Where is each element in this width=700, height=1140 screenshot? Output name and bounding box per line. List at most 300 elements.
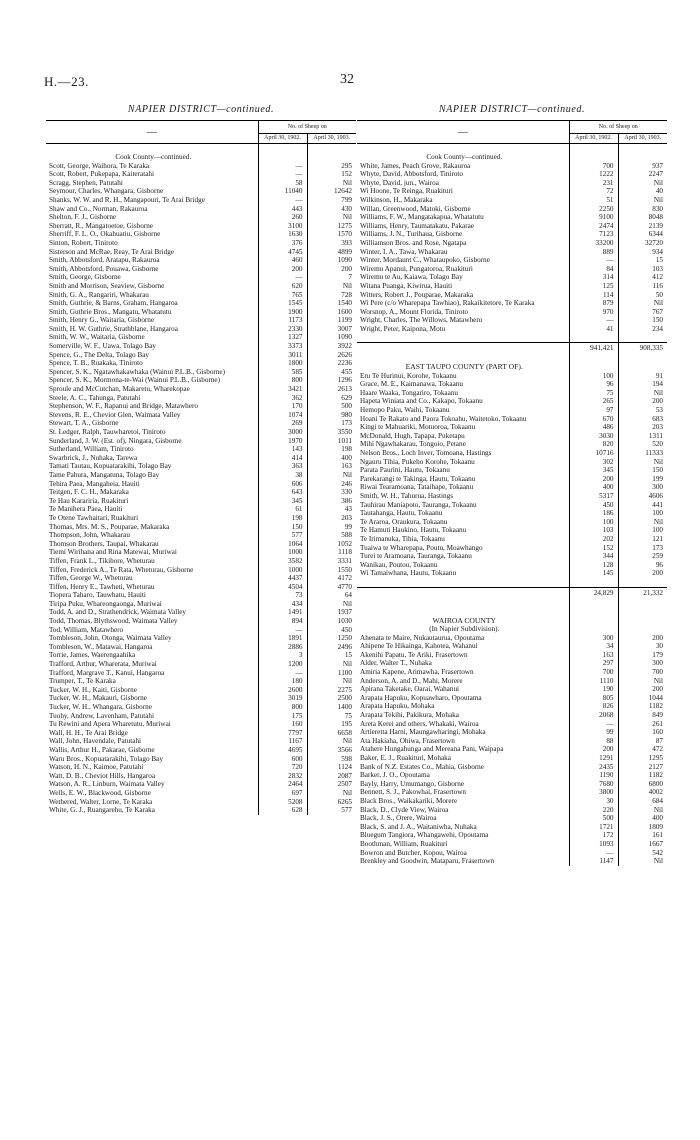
- sheep-1903-cell: 150: [618, 316, 667, 325]
- sheep-1903-cell: [618, 617, 667, 626]
- owner-cell: Hemopo Paku, Waihi, Tokaanu: [360, 406, 450, 415]
- owner-cell: [357, 587, 569, 598]
- table-row: [46, 428, 356, 437]
- sheep-1902-cell: 5208: [258, 798, 307, 807]
- sheep-1902-cell: 231: [569, 179, 618, 188]
- sheep-1903-cell: [618, 625, 667, 634]
- sheep-1903-cell: 3331: [307, 557, 356, 566]
- owner-cell: Black Bros., Waikakariki, Morere: [360, 796, 458, 805]
- owner-cell: Tucker, W. H., Kaiti, Gisborne: [49, 685, 137, 694]
- sheep-1903-cell: 173: [307, 419, 356, 428]
- table-row: [357, 372, 667, 381]
- sheep-1903-cell: 3550: [307, 428, 356, 437]
- table-row: [357, 737, 667, 746]
- sheep-1903-cell: 1540: [307, 299, 356, 308]
- sheep-1903-cell: Nil: [307, 789, 356, 798]
- owner-cell: Somerville, W. F., Uawa, Tolago Bay: [49, 342, 156, 351]
- sheep-1902-cell: 1721: [569, 823, 618, 832]
- table-row: [46, 780, 356, 789]
- sheep-1903-cell: 21,332: [618, 587, 667, 598]
- owner-cell: Steele, A. C., Tahunga, Patutahi: [49, 393, 141, 402]
- table-row: [46, 789, 356, 798]
- table-row: [357, 831, 667, 840]
- sheep-1903-cell: 1124: [307, 763, 356, 772]
- table-row: [357, 466, 667, 475]
- sheep-1902-cell: 697: [258, 789, 307, 798]
- sheep-1902-cell: 2474: [569, 222, 618, 231]
- owner-cell: Trafford, Margrave T., Kanui, Hangaroa: [49, 668, 165, 677]
- sheep-1903-cell: 629: [307, 394, 356, 403]
- sheep-1902-cell: 362: [258, 394, 307, 403]
- sheep-1903-cell: 200: [307, 265, 356, 274]
- sheep-1903-cell: 200: [618, 569, 667, 578]
- owner-cell: Spence, G., The Delta, Tolago Bay: [49, 350, 150, 359]
- sheep-1903-cell: 1937: [307, 608, 356, 617]
- sheep-1902-cell: [569, 608, 618, 617]
- table-row: [357, 316, 667, 325]
- sheep-1902-cell: 1491: [258, 608, 307, 617]
- sheep-1902-cell: 2600: [258, 686, 307, 695]
- sheep-1903-cell: Nil: [307, 600, 356, 609]
- table-row: [46, 694, 356, 703]
- right-1903-header: April 30, 1903.: [618, 134, 667, 144]
- sheep-1902-cell: 2330: [258, 325, 307, 334]
- sheep-1902-cell: 84: [569, 265, 618, 274]
- sheep-1903-cell: 1250: [307, 634, 356, 643]
- sheep-1902-cell: 606: [258, 480, 307, 489]
- table-row: [46, 333, 356, 342]
- sheep-1903-cell: [618, 599, 667, 608]
- table-row: [357, 492, 667, 501]
- owner-cell: Grace, M. E., Kaimanawa, Tokaanu: [360, 380, 463, 389]
- sheep-1903-cell: 300: [618, 483, 667, 492]
- table-row: [357, 849, 667, 858]
- table-row: [46, 187, 356, 196]
- owner-cell: Todd, A. and D., Strathendrick, Waimata Valley: [49, 608, 186, 617]
- table-row: [357, 397, 667, 406]
- sheep-1903-cell: [307, 144, 356, 154]
- sheep-1903-cell: 2500: [307, 694, 356, 703]
- sheep-1903-cell: 4770: [307, 583, 356, 592]
- owner-cell: McDonald, Hugh, Tapapa, Puketapu: [360, 431, 465, 440]
- owner-cell: Amiria Kapene, Arimawha, Frasertown: [360, 668, 474, 677]
- table-row: [357, 449, 667, 458]
- sheep-1903-cell: 386: [307, 497, 356, 506]
- owner-cell: Bayly, Harry, Umumango, Gisborne: [360, 779, 465, 788]
- owner-cell: Hoani Te Rakato and Paora Tokoahu, Waitetoko, Tokaanu: [360, 414, 527, 423]
- sheep-1902-cell: 297: [569, 659, 618, 668]
- table-row: [46, 282, 356, 291]
- sheep-1903-cell: 99: [307, 523, 356, 532]
- sheep-1902-cell: 24,829: [569, 587, 618, 598]
- table-row: [46, 591, 356, 600]
- table-row: [46, 325, 356, 334]
- sheep-1902-cell: 5317: [569, 492, 618, 501]
- owner-cell: Tucker, W. H., Whangara, Gisborne: [49, 703, 152, 711]
- left-sheep-table: [46, 120, 356, 815]
- sheep-1903-cell: 161: [618, 831, 667, 840]
- sheep-1902-cell: 265: [569, 397, 618, 406]
- owner-cell: Smith, Guthrie Bros., Mangatu, Whatatutu: [49, 307, 172, 316]
- table-row: [357, 526, 667, 535]
- owner-cell: Stephenson, W. F., Rapanui and Bridge, Matawhero: [49, 402, 198, 411]
- sheep-1903-cell: 198: [307, 445, 356, 454]
- owner-cell: Wi Tamaiwhana, Hautu, Tokaanu: [360, 569, 457, 578]
- sheep-1903-cell: 1011: [307, 437, 356, 446]
- sheep-1902-cell: 38: [258, 471, 307, 480]
- sheep-1902-cell: 805: [569, 694, 618, 703]
- owner-cell: Smith, Abbotsford, Pouawa, Gisborne: [49, 264, 159, 273]
- sheep-1902-cell: 3800: [569, 788, 618, 797]
- sheep-1902-cell: 600: [258, 755, 307, 764]
- sheep-1903-cell: 1295: [618, 754, 667, 763]
- table-row: [46, 291, 356, 300]
- owner-cell: Stewart, T. A., Gisborne: [49, 419, 119, 428]
- county-heading-row: [357, 153, 667, 162]
- sheep-1903-cell: [618, 363, 667, 372]
- sheep-1903-cell: 6265: [307, 798, 356, 807]
- table-row: [46, 471, 356, 480]
- owner-cell: Winter, I. A., Tawa, Whakarau: [360, 247, 448, 256]
- sheep-1902-cell: [258, 144, 307, 154]
- sheep-1903-cell: 195: [307, 720, 356, 729]
- sheep-1903-cell: 330: [307, 488, 356, 497]
- sheep-1903-cell: [618, 578, 667, 588]
- sheep-1902-cell: 220: [569, 806, 618, 815]
- sheep-1902-cell: 3421: [258, 385, 307, 394]
- owner-cell: Artieretta Harni, Maungawharingi, Mohaka: [360, 728, 486, 737]
- owner-cell: Todd, Thomas, Blythswood, Waimata Valley: [49, 617, 178, 626]
- page-number: 32: [340, 72, 354, 87]
- sheep-1903-cell: 179: [618, 651, 667, 660]
- owner-cell: Shaw and Co., Norman, Rakauroa: [49, 204, 148, 213]
- sheep-1903-cell: 2275: [307, 686, 356, 695]
- owner-cell: Stevens, R. E., Cheviot Glen, Waimata Valley: [49, 410, 181, 419]
- table-row: [357, 440, 667, 449]
- owner-cell: Tautahanga, Hautu, Tokaanu: [360, 509, 443, 518]
- sheep-1902-cell: 1000: [258, 566, 307, 575]
- table-row: [357, 308, 667, 317]
- right-sheep-table: [357, 120, 667, 866]
- sheep-1902-cell: 879: [569, 299, 618, 308]
- table-row: [46, 746, 356, 755]
- table-row: [357, 677, 667, 686]
- table-row: [357, 806, 667, 815]
- owner-cell: [46, 144, 258, 154]
- owner-cell: Witters, Robert J., Pouparae, Makaraka: [360, 290, 474, 299]
- sheep-1903-cell: 1600: [307, 308, 356, 317]
- table-row: [46, 488, 356, 497]
- sheep-1902-cell: 1173: [258, 316, 307, 325]
- table-row: [46, 523, 356, 532]
- sheep-1903-cell: Nil: [307, 660, 356, 669]
- sheep-1902-cell: 180: [258, 677, 307, 686]
- table-row: [357, 483, 667, 492]
- sheep-1902-cell: 2832: [258, 772, 307, 781]
- sheep-1902-cell: 175: [258, 712, 307, 721]
- sheep-1903-cell: 1044: [618, 694, 667, 703]
- sheep-1902-cell: 99: [569, 728, 618, 737]
- owner-cell: Witana Puanga, Kiwirua, Hauiti: [360, 281, 453, 290]
- owner-cell: Smith, W. W., Waitaria, Gisborne: [49, 333, 145, 342]
- sheep-1903-cell: 100: [618, 526, 667, 535]
- owner-cell: Parekarangi te Takinga, Hautu, Tokaanu: [360, 474, 476, 483]
- owner-cell: Wi Pere (c/o Wharepapa Tawhiao), Rakaikitetore, Te Karaka: [360, 299, 535, 308]
- sheep-1903-cell: 152: [307, 170, 356, 179]
- table-row: [357, 561, 667, 570]
- owner-cell: Watson, H. N., Kaimoe, Patutahi: [49, 763, 144, 772]
- sheep-1902-cell: 363: [258, 462, 307, 471]
- sheep-1903-cell: Nil: [307, 179, 356, 188]
- sheep-1902-cell: 172: [569, 831, 618, 840]
- owner-cell: Williams, J. N., Turihaua, Gisborne: [360, 230, 463, 239]
- sheep-1902-cell: 100: [569, 372, 618, 381]
- owner-cell: Thompson, John, Whakarau: [49, 531, 130, 540]
- sheep-1902-cell: [569, 153, 618, 162]
- table-row: [46, 566, 356, 575]
- table-row: [357, 659, 667, 668]
- county-heading-row: [357, 617, 667, 626]
- owner-cell: Tauhirau Maniapoto, Tauranga, Tokaanu: [360, 500, 477, 509]
- sheep-1903-cell: Nil: [618, 518, 667, 527]
- sheep-1902-cell: [569, 333, 618, 343]
- owner-cell: Seymour, Charles, Whangara, Gisborne: [49, 187, 164, 196]
- sheep-1902-cell: 4504: [258, 583, 307, 592]
- table-row: [46, 600, 356, 609]
- sheep-1903-cell: 684: [618, 797, 667, 806]
- right-name-column-header: —: [357, 121, 569, 144]
- owner-cell: Cook County—continued.: [426, 153, 503, 161]
- table-row: [46, 376, 356, 385]
- sheep-1903-cell: 30: [618, 642, 667, 651]
- sheep-1902-cell: 97: [569, 406, 618, 415]
- sheep-1902-cell: 345: [569, 466, 618, 475]
- table-row: [357, 544, 667, 553]
- left-1902-header: April 30, 1902.: [258, 134, 307, 144]
- owner-cell: Smith and Morrison, Seaview, Gisborne: [49, 281, 165, 290]
- sheep-1903-cell: 234: [618, 325, 667, 334]
- owner-cell: Smith, Guthrie, & Barns, Graham, Hangaroa: [49, 299, 178, 308]
- owner-cell: Tuaiwa te Wharepapa, Poutu, Moawhango: [360, 543, 483, 552]
- sheep-1902-cell: 3000: [258, 428, 307, 437]
- owner-cell: Tiripa Puku, Whareongaonga, Muriwai: [49, 599, 162, 608]
- sheep-1903-cell: 1182: [618, 771, 667, 780]
- table-row: [46, 222, 356, 231]
- sheep-1902-cell: —: [258, 196, 307, 205]
- sheep-1902-cell: 345: [258, 497, 307, 506]
- spacer-row: [357, 599, 667, 608]
- sheep-1903-cell: 728: [307, 291, 356, 300]
- sheep-1902-cell: 800: [258, 703, 307, 712]
- sheep-1903-cell: 3566: [307, 746, 356, 755]
- owner-cell: Akenihi Papatu, Te Ariki, Frasertown: [360, 650, 468, 659]
- sheep-1902-cell: 3100: [258, 222, 307, 231]
- sheep-1903-cell: 799: [307, 196, 356, 205]
- sheep-1903-cell: Nil: [307, 471, 356, 480]
- sheep-1903-cell: 4172: [307, 574, 356, 583]
- sheep-1902-cell: 1147: [569, 857, 618, 866]
- owner-cell: Williams, F. W., Mangatakapua, Whatatutu: [360, 213, 484, 222]
- sheep-1903-cell: Nil: [618, 857, 667, 866]
- sheep-1902-cell: 73: [258, 591, 307, 600]
- table-row: [357, 213, 667, 222]
- sheep-1903-cell: 1275: [307, 222, 356, 231]
- table-row: [357, 651, 667, 660]
- owner-cell: St. Ledger, Ralph, Tauwharetoi, Tiniroto: [49, 428, 166, 436]
- sheep-1903-cell: Nil: [307, 677, 356, 686]
- sheep-1903-cell: 520: [618, 440, 667, 449]
- owner-cell: Ahipene Te Hikainga, Kahotea, Wahanui: [360, 642, 478, 651]
- sheep-1903-cell: Nil: [618, 299, 667, 308]
- sheep-1902-cell: [258, 153, 307, 162]
- table-row: [357, 282, 667, 291]
- sheep-1903-cell: 1090: [307, 256, 356, 265]
- owner-cell: Trumper, T., Te Karaka: [49, 677, 116, 686]
- right-column: [357, 104, 667, 866]
- owner-cell: [357, 144, 569, 154]
- sheep-1902-cell: 4745: [258, 248, 307, 257]
- sheep-1902-cell: 2435: [569, 763, 618, 772]
- sheep-1902-cell: 1093: [569, 840, 618, 849]
- sheep-1902-cell: 150: [258, 523, 307, 532]
- document-reference: H.—23.: [44, 74, 89, 89]
- table-row: [46, 170, 356, 179]
- table-row: [357, 702, 667, 711]
- right-column-heading: NAPIER DISTRICT—continued.: [438, 104, 586, 115]
- sheep-1902-cell: 500: [569, 814, 618, 823]
- table-row: [46, 308, 356, 317]
- table-row: [46, 505, 356, 514]
- sheep-1903-cell: Nil: [618, 196, 667, 205]
- sheep-1903-cell: [618, 153, 667, 162]
- owner-cell: Scott, George, Waihora, Te Karaka: [49, 161, 150, 170]
- left-sheep-on-header: No. of Sheep on: [258, 121, 356, 134]
- sheep-1903-cell: 400: [618, 814, 667, 823]
- sheep-1903-cell: 199: [618, 475, 667, 484]
- owner-cell: Riwai Tearamoana, Tataihape, Tokaanu: [360, 483, 474, 492]
- sheep-1902-cell: 34: [569, 642, 618, 651]
- table-row: [46, 557, 356, 566]
- county-heading-row: [357, 625, 667, 634]
- owner-cell: Spencer, S. K., Ngatawhakawhaka (Wainui P.L.B., Gisborne): [49, 367, 225, 376]
- sheep-1903-cell: 259: [618, 552, 667, 561]
- sheep-1902-cell: 970: [569, 308, 618, 317]
- sheep-1902-cell: 4437: [258, 574, 307, 583]
- sheep-1903-cell: 934: [618, 248, 667, 257]
- table-row: [46, 359, 356, 368]
- owner-cell: Brenkley and Goodwin, Mataparu, Frasertown: [360, 857, 495, 866]
- table-row: [357, 745, 667, 754]
- owner-cell: Spence, T. B., Ruakaka, Tiniroto: [49, 359, 143, 368]
- sheep-1902-cell: 7123: [569, 230, 618, 239]
- sheep-1903-cell: 542: [618, 849, 667, 858]
- sheep-1903-cell: 261: [618, 720, 667, 729]
- owner-cell: Bluegum Tangiora, Whangawehi, Opoutama: [360, 831, 489, 840]
- table-row: [46, 179, 356, 188]
- sheep-1902-cell: 9100: [569, 213, 618, 222]
- sheep-1902-cell: 1190: [569, 771, 618, 780]
- sheep-1902-cell: 163: [569, 651, 618, 660]
- table-row: [46, 608, 356, 617]
- sheep-1902-cell: 344: [569, 552, 618, 561]
- table-row: [357, 265, 667, 274]
- table-row: [46, 703, 356, 712]
- sheep-1902-cell: 152: [569, 544, 618, 553]
- total-row: [357, 343, 667, 354]
- sheep-1903-cell: Nil: [618, 677, 667, 686]
- table-row: [357, 291, 667, 300]
- sheep-1903-cell: 173: [618, 544, 667, 553]
- owner-cell: Mihi Ngawhakarau, Tongoio, Petane: [360, 440, 466, 449]
- owner-cell: Wallis, Arthur H., Pakarae, Gisborne: [49, 745, 155, 754]
- sheep-1902-cell: 260: [258, 213, 307, 222]
- sheep-1902-cell: 61: [258, 505, 307, 514]
- owner-cell: Thomas, Mrs. M. S., Pouparae, Makaraka: [49, 522, 170, 531]
- sheep-1902-cell: 51: [569, 196, 618, 205]
- sheep-1903-cell: 2613: [307, 385, 356, 394]
- owner-cell: Tombleson, W., Matawai, Hangaroa: [49, 642, 153, 651]
- owner-cell: Bowron and Butcher, Kopou, Wairoa: [360, 848, 467, 857]
- table-row: [357, 432, 667, 441]
- table-row: [46, 574, 356, 583]
- sheep-1903-cell: 1030: [307, 617, 356, 626]
- sheep-1902-cell: 1074: [258, 411, 307, 420]
- sheep-1903-cell: [618, 333, 667, 343]
- sheep-1902-cell: 7680: [569, 780, 618, 789]
- table-row: [357, 535, 667, 544]
- sheep-1902-cell: 3373: [258, 342, 307, 351]
- sheep-1903-cell: Nil: [307, 213, 356, 222]
- county-heading-row: [46, 153, 356, 162]
- sheep-1903-cell: 2139: [618, 222, 667, 231]
- owner-cell: Tucker, W. H., Makauri, Gisborne: [49, 694, 147, 703]
- table-row: [46, 480, 356, 489]
- owner-cell: Wiremu Apanui, Pungatoroa, Ruakituri: [360, 264, 473, 273]
- sheep-1903-cell: 2236: [307, 359, 356, 368]
- table-row: [357, 380, 667, 389]
- owner-cell: Wanikau, Poutou, Tokaanu: [360, 560, 438, 569]
- sheep-1902-cell: 100: [569, 518, 618, 527]
- sheep-1902-cell: 460: [258, 256, 307, 265]
- owner-cell: Torrie, James, Waerengaahika: [49, 651, 136, 660]
- sheep-1903-cell: 43: [307, 505, 356, 514]
- sheep-1902-cell: 302: [569, 458, 618, 467]
- table-row: [357, 501, 667, 510]
- sheep-1903-cell: [618, 608, 667, 617]
- owner-cell: Alder, Walter T., Nuhaka: [360, 659, 432, 668]
- sheep-1903-cell: 163: [307, 462, 356, 471]
- sheep-1902-cell: 1630: [258, 230, 307, 239]
- table-row: [357, 170, 667, 179]
- sheep-1902-cell: 376: [258, 239, 307, 248]
- sheep-1903-cell: 6800: [618, 780, 667, 789]
- table-row: [357, 728, 667, 737]
- sheep-1902-cell: 443: [258, 205, 307, 214]
- owner-cell: Sinton, Robert, Tiniroto: [49, 238, 118, 247]
- owner-cell: [357, 354, 569, 363]
- right-1902-header: April 30, 1902.: [569, 134, 618, 144]
- sheep-1902-cell: 1222: [569, 170, 618, 179]
- table-row: [357, 179, 667, 188]
- owner-cell: Teitgen, F. C. H., Makaraka: [49, 488, 129, 497]
- table-row: [357, 823, 667, 832]
- right-table-body: [357, 144, 667, 866]
- table-row: [357, 814, 667, 823]
- sheep-1902-cell: 300: [569, 634, 618, 643]
- sheep-1902-cell: 414: [258, 454, 307, 463]
- owner-cell: Wells, E. W., Blackwood, Gisborne: [49, 788, 151, 797]
- table-row: [357, 694, 667, 703]
